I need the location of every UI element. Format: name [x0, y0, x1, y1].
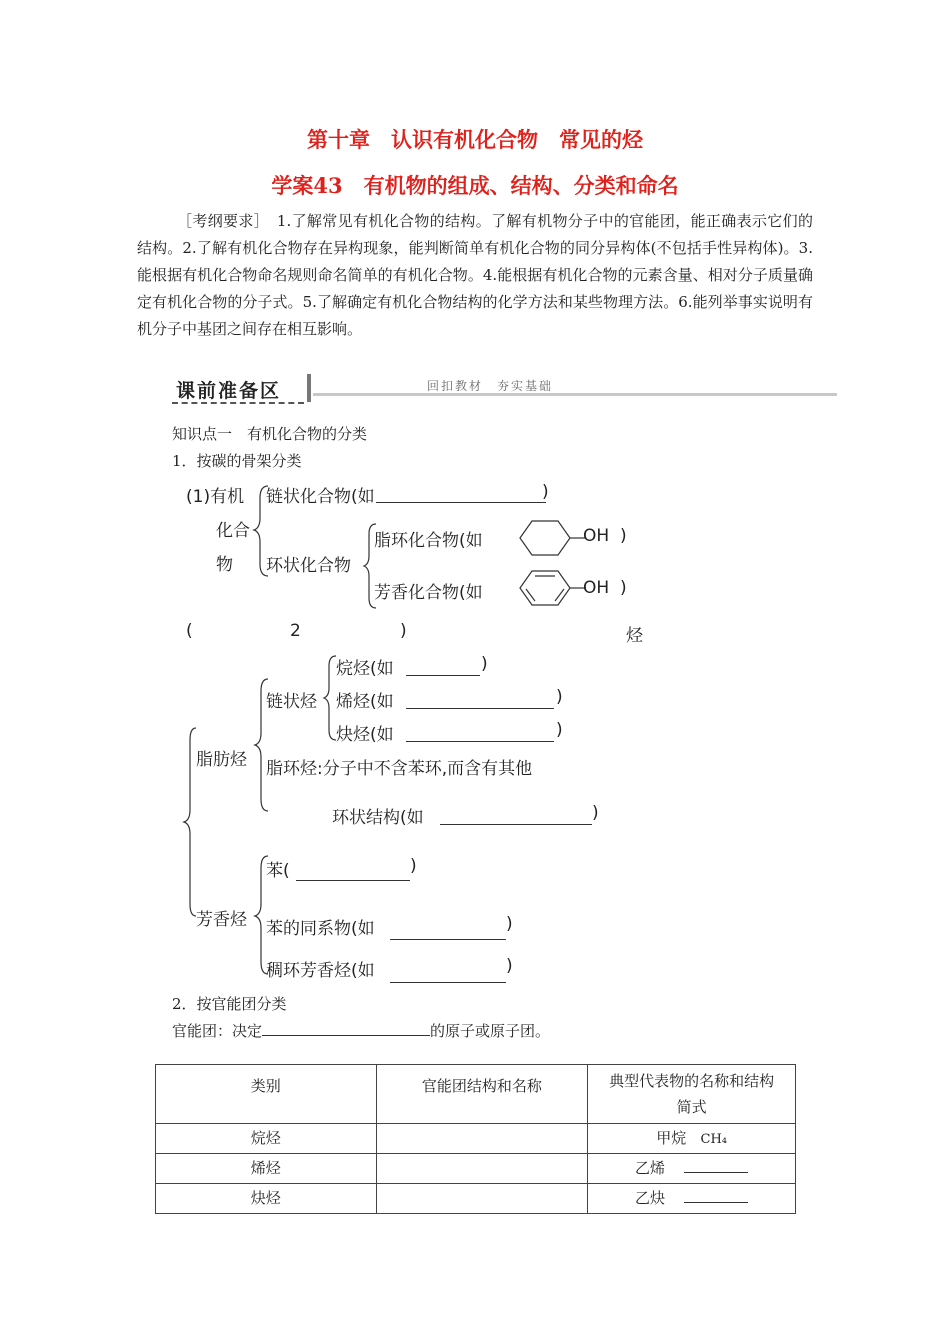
- aromatic-hc-label: 芳香烃: [196, 910, 247, 930]
- header-representative: 典型代表物的名称和结构简式: [588, 1065, 796, 1124]
- table-header-row: [156, 1065, 796, 1124]
- chain-compound-label: 链状化合物(如: [266, 487, 375, 507]
- alkyne-close: ): [556, 720, 563, 740]
- knowledge-point-heading: 知识点一 有机化合物的分类: [172, 425, 368, 443]
- rep-formula-blank[interactable]: [684, 1188, 748, 1203]
- table-row: [156, 1154, 796, 1184]
- banner-subtitle: 回扣教材 夯实基础: [427, 379, 554, 393]
- part2-open-paren: (: [186, 621, 193, 641]
- chain-compound-blank[interactable]: [376, 502, 546, 503]
- classification-table: [155, 1064, 796, 1214]
- phenol-oh: OH: [583, 578, 610, 598]
- syllabus-requirements: ［考纲要求］ 1.了解常见有机化合物的结构。了解有机物分子中的官能团，能正确表示它们的结构。2.了解有机化合物存在异构现象，能判断简单有机化合物的同分异构体(不包括手性异构体)。3.能根据有机化合物命名规则命名简单的有机化合物。4.能根据有机化合物的元素含量、相对分子质量确定有机化合物的分子式。5.了解确定有机化合物结构的化学方法和某些物理方法。6.能列举事实说明有机分子中基团之间存在相互影响。: [137, 212, 813, 338]
- alkyne-blank[interactable]: [406, 741, 554, 742]
- row-functional-group[interactable]: [376, 1124, 588, 1154]
- alkene-label: 烯烃(如: [336, 692, 394, 712]
- fg-def-suffix: 的原子或原子团。: [430, 1022, 551, 1040]
- ring-structure-label: 环状结构(如: [332, 808, 424, 828]
- alicyclic-compound-label: 脂环化合物(如: [374, 531, 483, 551]
- ring-structure-blank[interactable]: [440, 824, 592, 825]
- row-representative: [588, 1184, 796, 1214]
- cyclohexanol-oh: OH: [583, 526, 610, 546]
- fg-def-blank[interactable]: [262, 1021, 430, 1036]
- organic-compound-label-3: 物: [216, 555, 233, 575]
- part2-number: 2: [290, 621, 301, 641]
- alicyclic-hc-label: 脂环烃:分子中不含苯环,而含有其他: [266, 759, 533, 779]
- alkene-blank[interactable]: [406, 708, 554, 709]
- carbon-skeleton-heading: 1．按碳的骨架分类: [172, 452, 302, 470]
- row-functional-group[interactable]: [376, 1184, 588, 1214]
- part2-close-paren: ): [400, 621, 407, 641]
- benzene-homologs-blank[interactable]: [390, 939, 506, 940]
- organic-compound-label-2: 化合: [216, 521, 250, 541]
- functional-group-definition: [172, 1020, 550, 1041]
- banner-bar: [307, 374, 311, 402]
- benzene-homologs-close: ): [506, 914, 513, 934]
- rep-formula: CH₄: [700, 1132, 728, 1147]
- aliphatic-hc-label: 脂肪烃: [196, 750, 247, 770]
- banner-underline: [172, 402, 304, 404]
- table-row: [156, 1184, 796, 1214]
- alkyne-label: 炔烃(如: [336, 725, 394, 745]
- ring-structure-close: ): [592, 803, 599, 823]
- rep-name: 甲烷: [656, 1129, 687, 1147]
- header-functional-group: 官能团结构和名称: [376, 1065, 588, 1124]
- row-category: 炔烃: [156, 1184, 377, 1214]
- benzene-blank[interactable]: [296, 880, 410, 881]
- banner-title: 课前准备区: [176, 380, 282, 402]
- alkene-close: ): [556, 687, 563, 707]
- fg-def-prefix: 官能团：决定: [172, 1022, 263, 1040]
- organic-compound-label: (1)有机: [186, 487, 245, 507]
- rep-formula-blank[interactable]: [684, 1158, 748, 1173]
- ring-compound-label: 环状化合物: [266, 556, 351, 576]
- rep-name: 乙炔: [635, 1189, 666, 1207]
- aromatic-compound-label: 芳香化合物(如: [374, 583, 483, 603]
- chain-hc-label: 链状烃: [266, 692, 317, 712]
- lesson-title: 学案43 有机物的组成、结构、分类和命名: [271, 173, 679, 198]
- alkane-label: 烷烃(如: [336, 659, 394, 679]
- table-row: [156, 1124, 796, 1154]
- fused-aromatic-close: ): [506, 956, 513, 976]
- aromatic-close: ): [620, 578, 627, 598]
- benzene-close: ): [410, 856, 417, 876]
- chain-compound-close: ): [542, 482, 549, 502]
- alkane-close: ): [481, 654, 488, 674]
- hydrocarbon-label: 烃: [626, 626, 643, 646]
- rep-name: 乙烯: [635, 1159, 666, 1177]
- fused-aromatic-blank[interactable]: [390, 982, 506, 983]
- row-representative: [588, 1124, 796, 1154]
- row-representative: [588, 1154, 796, 1184]
- alkane-blank[interactable]: [406, 675, 480, 676]
- row-category: 烷烃: [156, 1124, 377, 1154]
- row-functional-group[interactable]: [376, 1154, 588, 1184]
- row-category: 烯烃: [156, 1154, 377, 1184]
- chapter-title: 第十章 认识有机化合物 常见的烃: [307, 127, 643, 152]
- benzene-label: 苯(: [266, 861, 290, 881]
- fused-aromatic-label: 稠环芳香烃(如: [266, 961, 375, 981]
- benzene-homologs-label: 苯的同系物(如: [266, 919, 375, 939]
- banner-rule: [313, 393, 837, 396]
- header-category: 类别: [156, 1065, 377, 1124]
- functional-group-heading: 2．按官能团分类: [172, 995, 287, 1013]
- alicyclic-close: ): [620, 526, 627, 546]
